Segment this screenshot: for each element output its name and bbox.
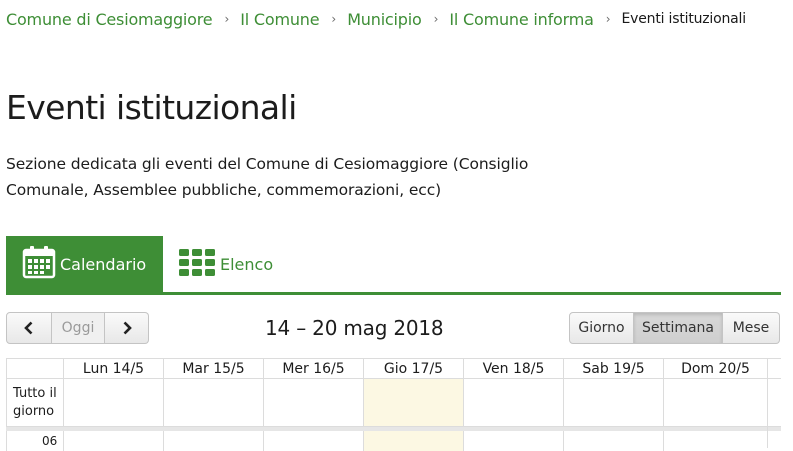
allday-cell[interactable]	[263, 379, 363, 426]
breadcrumb-link-municipio[interactable]: Municipio	[347, 9, 422, 29]
today-button[interactable]: Oggi	[52, 312, 105, 344]
allday-cell[interactable]	[463, 379, 563, 426]
view-tabs	[6, 236, 781, 295]
time-label: 06	[42, 434, 58, 448]
allday-cell-today[interactable]	[363, 379, 463, 426]
day-header-fri: Ven 18/5	[463, 359, 563, 379]
time-slot-today[interactable]	[363, 431, 463, 451]
next-week-button[interactable]	[105, 312, 149, 344]
day-header-sun: Dom 20/5	[663, 359, 767, 379]
breadcrumb-separator: ›	[605, 12, 611, 26]
time-slot[interactable]	[463, 431, 563, 451]
time-slot[interactable]	[563, 431, 663, 451]
allday-row	[6, 379, 781, 427]
calendar-navigation	[6, 312, 149, 344]
calendar-icon	[22, 245, 56, 283]
date-range-title: 14 – 20 mag 2018	[265, 316, 444, 340]
allday-cell[interactable]	[163, 379, 263, 426]
page-description: Sezione dedicata gli eventi del Comune di Cesiomaggiore (Consiglio Comunale, Assemblee pubbliche, commemorazioni, ecc)	[6, 155, 529, 199]
day-view-button[interactable]: Giorno	[569, 312, 634, 344]
time-slot[interactable]	[163, 431, 263, 451]
grid-icon	[178, 247, 216, 281]
day-header-sat: Sab 19/5	[563, 359, 663, 379]
chevron-left-icon	[23, 321, 35, 335]
allday-cell[interactable]	[563, 379, 663, 426]
time-slot[interactable]	[63, 431, 163, 451]
breadcrumb-current: Eventi istituzionali	[621, 11, 746, 27]
week-view-button[interactable]: Settimana	[634, 312, 723, 344]
time-slot[interactable]	[263, 431, 363, 451]
breadcrumb-separator: ›	[433, 12, 439, 26]
breadcrumb-separator: ›	[224, 12, 230, 26]
calendar-right-border	[767, 358, 768, 448]
breadcrumb-link-comune[interactable]: Comune di Cesiomaggiore	[6, 9, 213, 29]
time-axis-cell	[6, 431, 63, 451]
chevron-right-icon	[121, 321, 133, 335]
month-view-button[interactable]: Mese	[723, 312, 780, 344]
allday-cell[interactable]	[663, 379, 767, 426]
breadcrumb-link-il-comune[interactable]: Il Comune	[240, 9, 320, 29]
time-slot-row	[6, 431, 781, 451]
day-header-wed: Mer 16/5	[263, 359, 363, 379]
day-header-tue: Mar 15/5	[163, 359, 263, 379]
tab-calendario[interactable]	[6, 236, 163, 292]
allday-label: Tutto il giorno	[6, 379, 63, 426]
time-slot[interactable]	[663, 431, 767, 451]
time-axis-header	[6, 359, 63, 379]
day-header-mon: Lun 14/5	[63, 359, 163, 379]
day-header-row	[6, 358, 781, 379]
page-title: Eventi istituzionali	[6, 88, 297, 127]
allday-cell[interactable]	[63, 379, 163, 426]
tab-calendario-label: Calendario	[60, 254, 147, 274]
breadcrumb-link-informa[interactable]: Il Comune informa	[449, 9, 594, 29]
previous-week-button[interactable]	[6, 312, 52, 344]
breadcrumb	[6, 6, 746, 32]
view-switcher	[569, 312, 780, 344]
tab-elenco[interactable]	[178, 236, 273, 292]
tab-elenco-label: Elenco	[220, 254, 274, 274]
day-header-thu: Gio 17/5	[363, 359, 463, 379]
breadcrumb-separator: ›	[331, 12, 337, 26]
week-calendar	[6, 358, 781, 448]
